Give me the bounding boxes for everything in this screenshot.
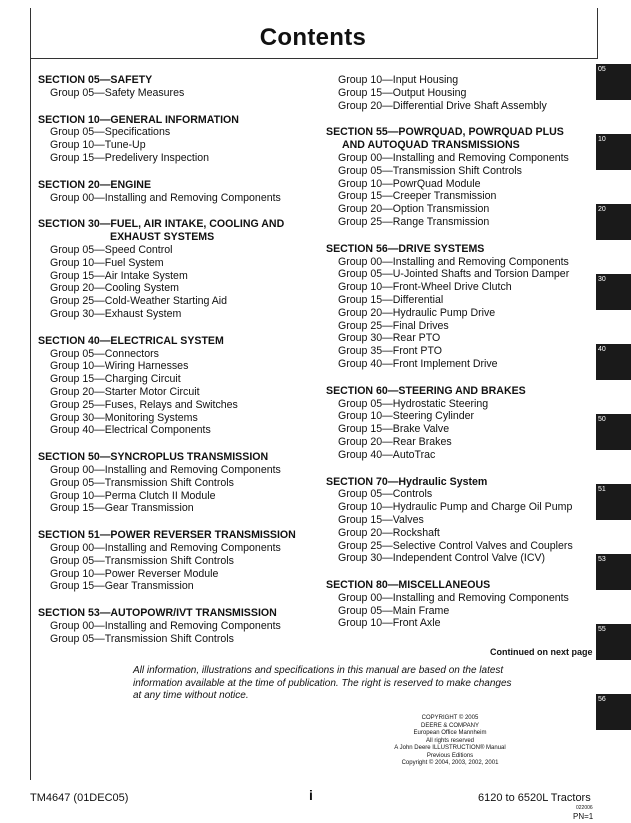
group-entry[interactable]: Group 15—Air Intake System	[50, 269, 188, 282]
section-heading[interactable]: SECTION 10—GENERAL INFORMATION	[38, 113, 239, 126]
group-entry[interactable]: Group 20—Cooling System	[50, 282, 179, 295]
section-heading[interactable]: SECTION 51—POWER REVERSER TRANSMISSION	[38, 529, 296, 542]
group-entry[interactable]: Group 05—Transmission Shift Controls	[50, 554, 234, 567]
footer-page-number: i	[309, 787, 313, 803]
group-entry[interactable]: Group 10—Perma Clutch II Module	[50, 489, 216, 502]
group-entry[interactable]: Group 15—Output Housing	[338, 86, 467, 99]
section-tab-label: 10	[598, 136, 606, 143]
section-heading[interactable]: SECTION 50—SYNCROPLUS TRANSMISSION	[38, 451, 269, 464]
section-tab-label: 30	[598, 276, 606, 283]
section-tab-label: 50	[598, 416, 606, 423]
group-entry[interactable]: Group 20—Hydraulic Pump Drive	[338, 306, 496, 319]
group-entry[interactable]: Group 05—Transmission Shift Controls	[50, 476, 234, 489]
group-entry[interactable]: Group 00—Installing and Removing Components	[50, 463, 281, 476]
section-heading[interactable]: SECTION 80—MISCELLANEOUS	[326, 579, 491, 592]
left-margin-rule	[30, 58, 31, 780]
section-tab-50[interactable]	[596, 414, 631, 450]
section-tab-label: 05	[598, 66, 606, 73]
footer-product: 6120 to 6520L Tractors	[478, 792, 591, 804]
group-entry[interactable]: Group 30—Monitoring Systems	[50, 411, 198, 424]
group-entry[interactable]: Group 10—Front Axle	[338, 617, 441, 630]
group-entry[interactable]: Group 10—Hydraulic Pump and Charge Oil Pump	[338, 501, 573, 514]
toc-section	[38, 218, 323, 320]
section-heading[interactable]: SECTION 56—DRIVE SYSTEMS	[326, 242, 485, 255]
group-entry[interactable]: Group 00—Installing and Removing Components	[338, 151, 569, 164]
section-tab-10[interactable]	[596, 134, 631, 170]
copyright-line: DEERE & COMPANY	[421, 722, 479, 729]
section-heading[interactable]: SECTION 53—AUTOPOWR/IVT TRANSMISSION	[38, 607, 277, 620]
section-tab-53[interactable]	[596, 554, 631, 590]
toc-section	[38, 114, 323, 165]
group-entry[interactable]: Group 25—Final Drives	[338, 319, 449, 332]
group-entry[interactable]: Group 00—Installing and Removing Components	[50, 541, 281, 554]
section-heading[interactable]: SECTION 60—STEERING AND BRAKES	[326, 384, 526, 397]
group-entry[interactable]: Group 25—Range Transmission	[338, 215, 490, 228]
group-entry[interactable]: Group 00—Installing and Removing Components	[338, 255, 569, 268]
section-heading-continued[interactable]: EXHAUST SYSTEMS	[110, 231, 215, 244]
section-tab-40[interactable]	[596, 344, 631, 380]
group-entry[interactable]: Group 10—Tune-Up	[50, 139, 146, 152]
toc-section	[326, 385, 591, 462]
group-entry[interactable]: Group 05—Safety Measures	[50, 86, 185, 99]
toc-section	[38, 335, 323, 437]
group-entry[interactable]: Group 00—Installing and Removing Components	[50, 619, 281, 632]
group-entry[interactable]: Group 05—Hydrostatic Steering	[338, 397, 489, 410]
group-entry[interactable]: Group 20—Option Transmission	[338, 203, 490, 216]
section-heading-continued[interactable]: AND AUTOQUAD TRANSMISSIONS	[342, 139, 520, 152]
group-entry[interactable]: Group 30—Rear PTO	[338, 332, 441, 345]
disclaimer-text: All information, illustrations and specifications in this manual are based on the latest information available at the time of publication. The right is reserved to make changes at any time without notice.	[133, 665, 512, 701]
contents-left-column	[38, 74, 323, 645]
copyright-line: COPYRIGHT © 2005	[421, 715, 479, 721]
copyright-block	[390, 715, 510, 768]
group-entry[interactable]: Group 15—Gear Transmission	[50, 502, 194, 515]
section-tab-55[interactable]	[596, 624, 631, 660]
group-entry[interactable]: Group 00—Installing and Removing Components	[50, 191, 281, 204]
group-entry[interactable]: Group 15—Charging Circuit	[50, 373, 181, 386]
section-heading[interactable]: SECTION 05—SAFETY	[38, 74, 153, 86]
group-entry[interactable]: Group 10—Fuel System	[50, 256, 164, 269]
section-tab-label: 40	[598, 346, 606, 353]
section-heading[interactable]: SECTION 55—POWRQUAD, POWRQUAD PLUS	[326, 126, 564, 139]
toc-section	[38, 179, 323, 205]
group-entry[interactable]: Group 05—Controls	[338, 488, 433, 501]
section-heading[interactable]: SECTION 30—FUEL, AIR INTAKE, COOLING AND	[38, 218, 285, 231]
group-entry[interactable]: Group 15—Predelivery Inspection	[50, 151, 209, 164]
group-entry[interactable]: Group 15—Brake Valve	[338, 423, 450, 436]
section-tab-label: 20	[598, 206, 606, 213]
toc-section	[38, 607, 323, 645]
section-tab-30[interactable]	[596, 274, 631, 310]
group-entry[interactable]: Group 20—Rear Brakes	[338, 435, 452, 448]
group-entry[interactable]: Group 05—Specifications	[50, 126, 171, 139]
section-tab-label: 56	[598, 696, 606, 703]
footer-code: 022006	[576, 805, 593, 811]
group-entry[interactable]: Group 20—Rockshaft	[338, 526, 440, 539]
page-title: Contents	[259, 24, 367, 51]
section-heading[interactable]: SECTION 20—ENGINE	[38, 178, 152, 191]
footer-pn: PN=1	[573, 812, 594, 821]
copyright-line: European Office Mannheim	[413, 730, 487, 736]
group-entry[interactable]: Group 40—Front Implement Drive	[338, 357, 498, 370]
group-entry[interactable]: Group 00—Installing and Removing Components	[338, 591, 569, 604]
section-tab-20[interactable]	[596, 204, 631, 240]
group-entry[interactable]: Group 15—Differential	[338, 293, 444, 306]
section-heading[interactable]: SECTION 40—ELECTRICAL SYSTEM	[38, 334, 224, 347]
group-entry[interactable]: Group 10—Front-Wheel Drive Clutch	[338, 281, 512, 294]
group-entry[interactable]: Group 05—Speed Control	[50, 243, 173, 256]
toc-section	[326, 579, 591, 630]
group-entry[interactable]: Group 20—Differential Drive Shaft Assembly	[338, 99, 547, 112]
section-tab-label: 53	[598, 556, 606, 563]
group-entry[interactable]: Group 05—Connectors	[50, 347, 159, 360]
toc-section	[326, 74, 591, 112]
group-entry[interactable]: Group 25—Cold-Weather Starting Aid	[50, 295, 228, 308]
group-entry[interactable]: Group 15—Gear Transmission	[50, 580, 194, 593]
group-entry[interactable]: Group 35—Front PTO	[338, 345, 443, 358]
group-entry[interactable]: Group 10—PowrQuad Module	[338, 177, 481, 190]
toc-section	[38, 74, 323, 100]
toc-section	[326, 126, 591, 228]
group-entry[interactable]: Group 15—Creeper Transmission	[338, 190, 497, 203]
group-entry[interactable]: Group 15—Valves	[338, 513, 424, 526]
group-entry[interactable]: Group 40—AutoTrac	[338, 448, 436, 461]
contents-right-column	[326, 74, 591, 630]
copyright-line: All rights reserved	[425, 737, 475, 744]
section-tab-label: 51	[598, 486, 606, 493]
footer-doc-id: TM4647 (01DEC05)	[30, 792, 129, 804]
copyright-line: A John Deere ILLUSTRUCTION® Manual	[394, 745, 506, 751]
section-tab-51[interactable]	[596, 484, 631, 520]
group-entry[interactable]: Group 10—Input Housing	[338, 74, 459, 86]
toc-section	[38, 529, 323, 593]
group-entry[interactable]: Group 10—Wiring Harnesses	[50, 360, 189, 373]
group-entry[interactable]: Group 30—Exhaust System	[50, 307, 182, 320]
group-entry[interactable]: Group 30—Independent Control Valve (ICV)	[338, 552, 546, 565]
group-entry[interactable]: Group 05—Transmission Shift Controls	[50, 632, 234, 645]
group-entry[interactable]: Group 25—Fuses, Relays and Switches	[50, 398, 238, 411]
copyright-line: Copyright © 2004, 2003, 2002, 2001	[401, 760, 499, 766]
group-entry[interactable]: Group 10—Power Reverser Module	[50, 567, 219, 580]
group-entry[interactable]: Group 05—Main Frame	[338, 604, 450, 617]
continued-note: Continued on next page	[490, 647, 593, 657]
section-tab-56[interactable]	[596, 694, 631, 730]
toc-section	[326, 243, 591, 371]
section-tab-label: 55	[598, 626, 606, 633]
group-entry[interactable]: Group 10—Steering Cylinder	[338, 410, 475, 423]
group-entry[interactable]: Group 25—Selective Control Valves and Couplers	[338, 539, 573, 552]
section-heading[interactable]: SECTION 70—Hydraulic System	[326, 475, 488, 488]
toc-section	[326, 476, 591, 566]
toc-section	[38, 451, 323, 515]
group-entry[interactable]: Group 05—Transmission Shift Controls	[338, 164, 522, 177]
group-entry[interactable]: Group 20—Starter Motor Circuit	[50, 385, 200, 398]
group-entry[interactable]: Group 05—U-Jointed Shafts and Torsion Damper	[338, 268, 570, 281]
section-tab-05[interactable]	[596, 64, 631, 100]
copyright-line: Previous Editions	[426, 752, 474, 759]
group-entry[interactable]: Group 40—Electrical Components	[50, 424, 211, 437]
